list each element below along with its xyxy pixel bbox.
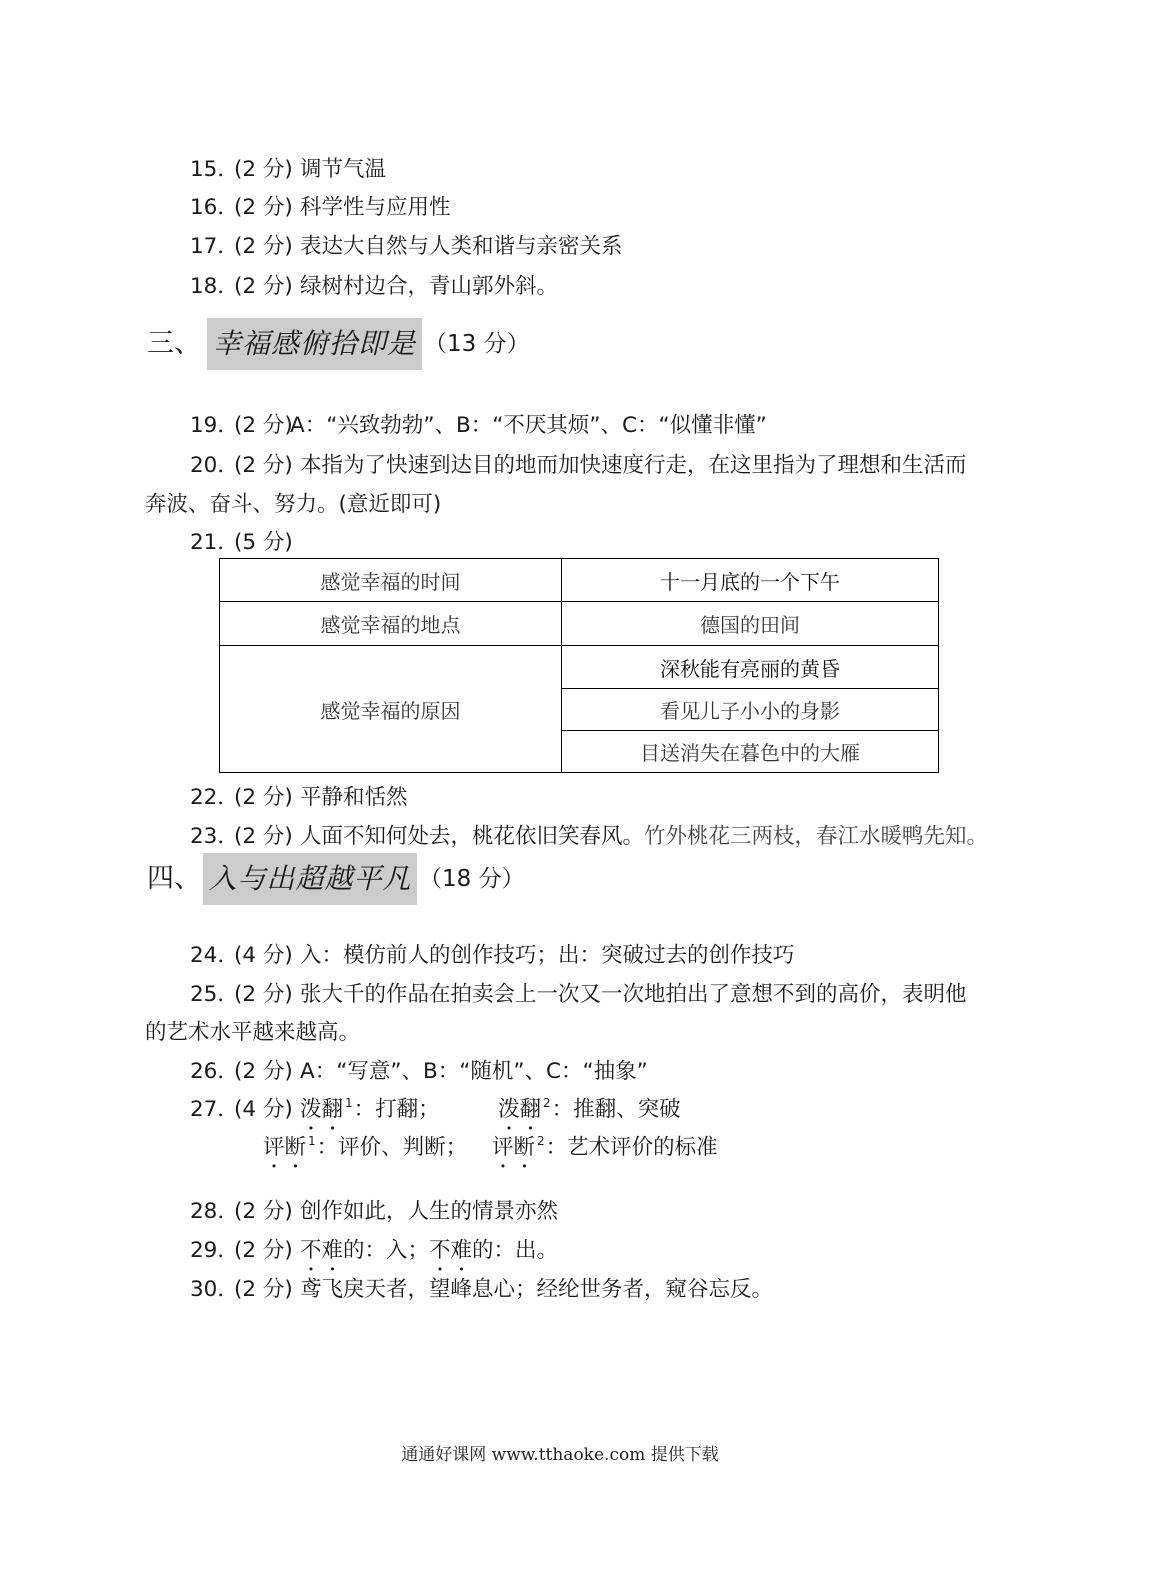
term-meaning: ：推翻、突破 — [551, 1097, 681, 1122]
question-score: (2 分) — [234, 453, 293, 478]
answer-q17 — [190, 233, 623, 261]
answer-q18 — [190, 273, 558, 301]
section-title-highlight: 幸福感俯拾即是 — [207, 318, 422, 370]
question-score: (2 分) — [234, 157, 293, 182]
term-meaning: ：艺术评价的标准 — [545, 1135, 718, 1160]
question-score: (2 分) — [234, 195, 293, 220]
question-score: (2 分) — [234, 785, 293, 810]
question-score: (5 分) — [234, 530, 293, 555]
question-number: 25． — [190, 982, 239, 1007]
question-score: (2 分) — [234, 274, 293, 299]
question-score: (2 分) — [234, 234, 293, 259]
emphasized-term: 评断 — [263, 1135, 307, 1160]
section-index: 四、 — [147, 863, 201, 894]
answer-q27-item-2 — [498, 1096, 681, 1124]
answer-q29 — [190, 1237, 558, 1265]
answer-q22 — [190, 784, 408, 812]
emphasized-term: 不难 — [300, 1238, 344, 1263]
question-number: 18． — [190, 274, 239, 299]
table-label-place: 感觉幸福的地点 — [220, 602, 562, 646]
answer-q19 — [190, 412, 767, 440]
question-number: 30． — [190, 1277, 239, 1302]
answer-text: A：“写意”、B：“随机”、C：“抽象” — [300, 1059, 648, 1084]
question-number: 24． — [190, 943, 239, 968]
answer-text: 入：模仿前人的创作技巧；出：突破过去的创作技巧 — [300, 943, 795, 968]
question-score: (4 分) — [234, 1097, 293, 1122]
answer-q20 — [190, 452, 967, 480]
answer-q21 — [190, 529, 300, 557]
answer-q20-continued: 奔波、奋斗、努力。(意近即可) — [145, 492, 442, 517]
question-number: 22． — [190, 785, 239, 810]
question-score: (2 分) — [234, 824, 293, 849]
answer-text: 鸢飞戾天者，望峰息心；经纶世务者，窥谷忘反。 — [300, 1277, 774, 1302]
question-number: 17． — [190, 234, 239, 259]
answer-q27-item-4 — [492, 1134, 718, 1162]
question-score: (2 分) — [234, 1059, 293, 1084]
answer-q16 — [190, 194, 451, 222]
answer-q25-continued: 的艺术水平越来越高。 — [145, 1020, 361, 1045]
section-title-highlight: 入与出超越平凡 — [203, 853, 417, 905]
question-score: (4 分) — [234, 943, 293, 968]
question-number: 19． — [190, 413, 239, 438]
table-label-reason: 感觉幸福的原因 — [220, 646, 562, 772]
table-value-reason-2: 看见儿子小小的身影 — [562, 689, 938, 731]
sense-number: 1 — [308, 1134, 316, 1148]
answer-q25 — [190, 981, 967, 1009]
answer-text: 平静和恬然 — [300, 785, 408, 810]
emphasized-term: 泼翻 — [300, 1097, 344, 1122]
emphasized-term: 不难 — [429, 1238, 473, 1263]
answer-text: 表达大自然与人类和谐与亲密关系 — [300, 234, 623, 259]
question-score: (2 分) — [234, 1199, 293, 1224]
happiness-table — [219, 558, 939, 773]
question-number: 29． — [190, 1238, 239, 1263]
answer-text: 本指为了快速到达目的地而加快速度行走，在这里指为了理想和生活而 — [300, 453, 967, 478]
answer-text: 的：出。 — [472, 1238, 559, 1263]
question-score: (2 分) — [234, 1238, 293, 1263]
table-value-place: 德国的田间 — [562, 602, 938, 646]
question-number: 16． — [190, 195, 239, 220]
sense-number: 2 — [537, 1134, 545, 1148]
page-footer: 通通好课网 www.tthaoke.com 提供下载 — [401, 1445, 719, 1465]
answer-text: 张大千的作品在拍卖会上一次又一次地拍出了意想不到的高价，表明他 — [300, 982, 967, 1007]
answer-text: 的：入； — [343, 1238, 430, 1263]
question-score: (2 分) — [234, 1277, 293, 1302]
answer-q30 — [190, 1276, 773, 1304]
answer-text: 调节气温 — [300, 157, 387, 182]
answer-q28 — [190, 1198, 558, 1226]
term-meaning: ：打翻； — [353, 1097, 440, 1122]
answer-q15 — [190, 156, 386, 184]
emphasized-term: 评断 — [492, 1135, 536, 1160]
answer-text: 绿树村边合，青山郭外斜。 — [300, 274, 559, 299]
question-score: (2 分) — [234, 982, 293, 1007]
answer-text: A：“兴致勃勃”、B：“不厌其烦”、C：“似懂非懂” — [290, 413, 767, 438]
table-value-time: 十一月底的一个下午 — [562, 559, 938, 602]
sense-number: 1 — [345, 1096, 353, 1110]
answer-q26 — [190, 1058, 648, 1086]
section-index: 三、 — [147, 328, 201, 359]
table-value-reason-3: 目送消失在暮色中的大雁 — [640, 741, 860, 765]
answer-q24 — [190, 942, 795, 970]
question-score: (2 分) — [234, 413, 293, 438]
table-value-reason-1: 深秋能有亮丽的黄昏 — [562, 646, 938, 689]
answer-text: 创作如此，人生的情景亦然 — [300, 1199, 559, 1224]
question-number: 20． — [190, 453, 239, 478]
question-number: 21． — [190, 530, 239, 555]
question-number: 28． — [190, 1199, 239, 1224]
question-number: 15． — [190, 157, 239, 182]
answer-text-extra: 竹外桃花三两枝，春江水暖鸭先知。 — [644, 824, 989, 849]
question-number: 23． — [190, 824, 239, 849]
answer-text: 人面不知何处去，桃花依旧笑春风。 — [300, 824, 645, 849]
answer-q27-item-3 — [263, 1134, 467, 1162]
answer-text: 科学性与应用性 — [300, 195, 451, 220]
table-label-time: 感觉幸福的时间 — [220, 559, 562, 602]
sense-number: 2 — [543, 1096, 551, 1110]
section-points: （18 分） — [419, 866, 525, 892]
section-points: （13 分） — [424, 331, 530, 357]
question-number: 26． — [190, 1059, 239, 1084]
answer-q23 — [190, 823, 988, 851]
question-number: 27． — [190, 1097, 239, 1122]
answer-q27 — [190, 1096, 440, 1124]
term-meaning: ：评价、判断； — [316, 1135, 468, 1160]
emphasized-term: 泼翻 — [498, 1097, 542, 1122]
